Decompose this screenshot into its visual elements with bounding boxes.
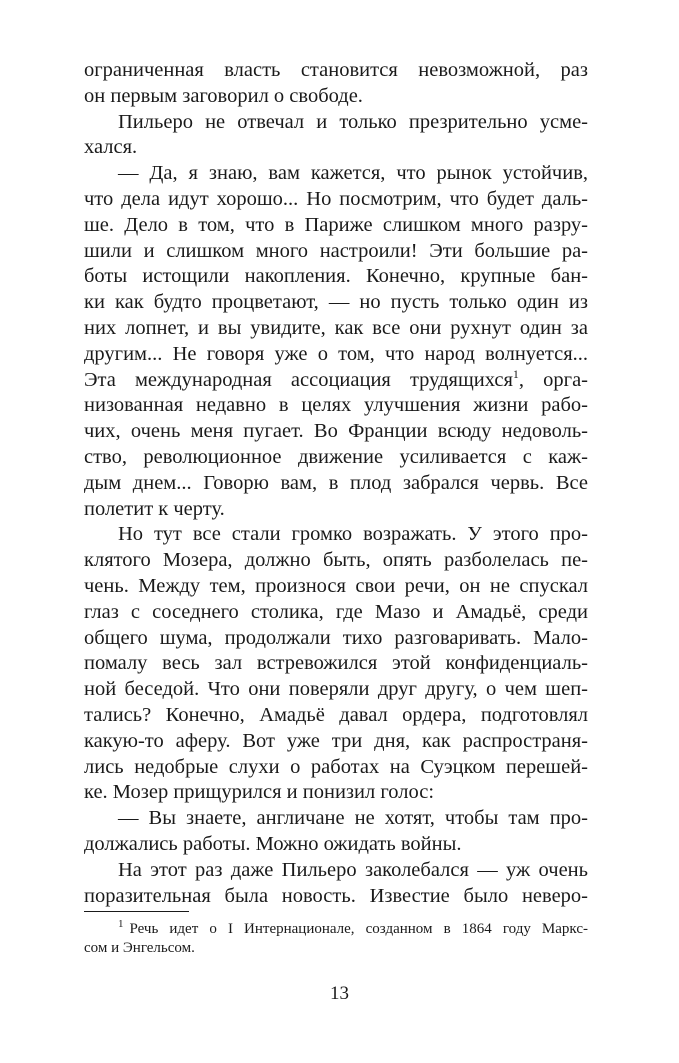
text-line: общего шума, продолжали тихо разговаривать. Мало- <box>84 626 588 649</box>
main-text <box>84 58 588 909</box>
text-line: хался. <box>84 136 138 159</box>
text-line: — Да, я знаю, вам кажется, что рынок устойчив, <box>118 162 588 185</box>
footnote <box>84 920 588 958</box>
text-line: ше. Дело в том, что в Париже слишком много разру- <box>84 213 588 236</box>
text-line: он первым заговорил о свободе. <box>84 84 363 107</box>
text-line: глаз с соседнего столика, где Мазо и Амадьё, среди <box>84 600 588 623</box>
text-line: дым днем... Говорю вам, в плод забрался червь. Все <box>84 471 588 494</box>
text-line: какую-то аферу. Вот уже три дня, как распространя- <box>84 729 588 752</box>
text-line: ки как будто процветают, — но пусть только один из <box>84 291 588 314</box>
text-line: тались? Конечно, Амадьё давал ордера, подготовлял <box>84 703 588 726</box>
text-fragment: , орга- <box>518 368 588 391</box>
text-line: низованная недавно в целях улучшения жизни рабо- <box>84 394 588 417</box>
text-line: На этот раз даже Пильеро заколебался — уж очень <box>118 858 588 881</box>
text-line: шили и слишком много настроили! Эти большие ра- <box>84 239 588 262</box>
footnote-number: 1 <box>118 918 124 930</box>
text-line: клятого Мозера, должно быть, опять разболелась пе- <box>84 549 588 572</box>
footnote-text: Речь идет о I Интернационале, созданном в 1864 году Маркс- <box>129 921 588 937</box>
text-line: ной беседой. Что они поверяли друг другу, о чем шеп- <box>84 678 588 701</box>
text-line: боты истощили накопления. Конечно, крупные бан- <box>84 265 588 288</box>
footnote-line <box>84 920 588 939</box>
text-fragment: Эта международная ассоциация трудящихся <box>84 368 513 391</box>
text-line: чих, очень меня пугает. Во Франции всюду недоволь- <box>84 420 588 443</box>
text-line: Но тут все стали громко возражать. У этого про- <box>118 523 588 546</box>
text-line: полетит к черту. <box>84 497 225 520</box>
text-line: должались работы. Можно ожидать войны. <box>84 832 462 855</box>
text-line: лись недобрые слухи о работах на Суэцком перешей- <box>84 755 588 778</box>
footnote-divider <box>84 911 189 912</box>
text-line: ограниченная власть становится невозможной, раз <box>84 59 588 81</box>
text-line: — Вы знаете, англичане не хотят, чтобы там про- <box>118 807 588 830</box>
text-line: помалу весь зал встревожился этой конфиденциаль- <box>84 652 588 675</box>
text-line: что дела идут хорошо... Но посмотрим, что будет даль- <box>84 187 588 210</box>
text-line: поразительная была новость. Известие было неверо- <box>84 884 588 907</box>
text-line: чень. Между тем, произнося свои речи, он не спускал <box>84 574 588 597</box>
page-number: 13 <box>330 983 349 1004</box>
text-line-with-footnote-ref <box>84 368 588 394</box>
text-line: ство, революционное движение усиливается с каж- <box>84 445 588 468</box>
footnote-line: сом и Энгельсом. <box>84 940 195 956</box>
text-line: них лопнет, и вы увидите, как все они рухнут один за <box>84 316 588 339</box>
text-line: Пильеро не отвечал и только презрительно усме- <box>118 110 588 133</box>
footnote-reference: 1 <box>512 366 519 381</box>
text-line: другим... Не говоря уже о том, что народ волнуется... <box>84 342 588 365</box>
text-line: ке. Мозер прищурился и понизил голос: <box>84 781 435 804</box>
